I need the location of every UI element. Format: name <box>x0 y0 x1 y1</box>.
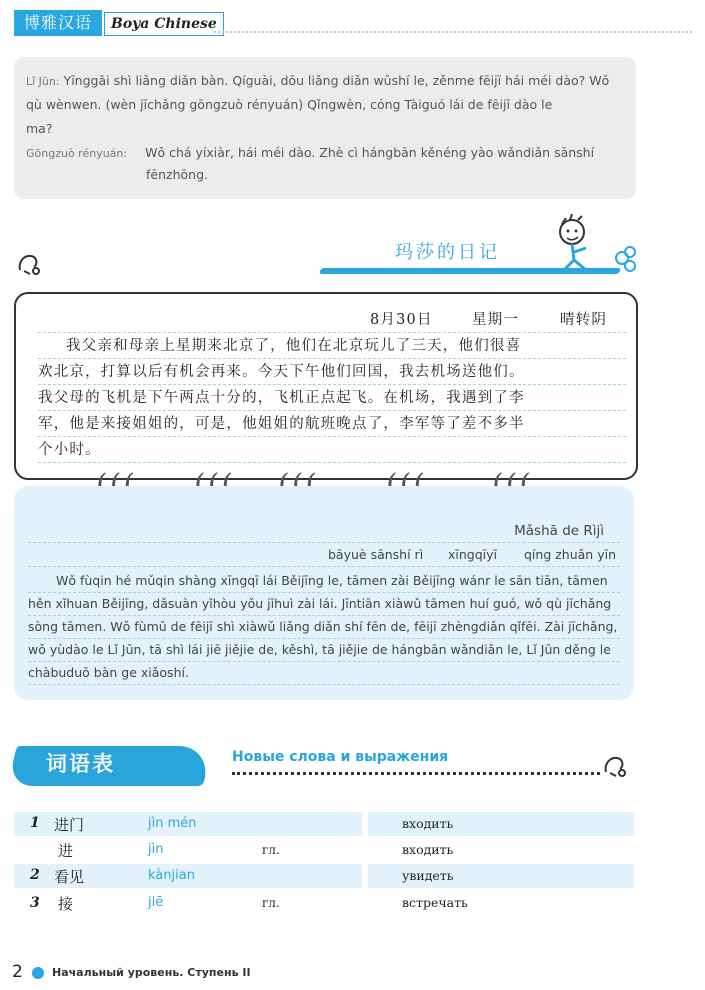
vocab-pinyin: jìn <box>148 842 164 857</box>
pinyin-line: hěn xǐhuan Běijīng, dǎsuàn yǐhòu yǒu jīhuì zài lái. Jīntiān xiàwǔ tāmen huí guó, wǒ qù jīchǎng <box>28 593 620 616</box>
vocab-translation: встречать <box>402 895 468 910</box>
pinyin-diary-box <box>14 486 634 700</box>
diary-weather: 晴转阴 <box>560 312 608 328</box>
vocab-hanzi: 接 <box>58 895 74 913</box>
vocab-translation: входить <box>402 842 454 857</box>
pinyin-line: chàbuduō bàn ge xiǎoshí. <box>28 662 620 685</box>
vocab-hanzi: 看见 <box>54 868 85 886</box>
handwritten-diary-box <box>14 292 638 480</box>
vocab-number: 3 <box>30 895 40 911</box>
listen-icon[interactable] <box>16 252 42 278</box>
vocab-pinyin: jìn mén <box>148 816 197 831</box>
vocab-hanzi: 进 <box>58 842 74 860</box>
diary-title: 玛莎的日记 <box>395 242 500 263</box>
vocab-hanzi: 进门 <box>54 816 85 834</box>
book-title-en: Boya Chinese <box>104 12 224 36</box>
dialogue-line-2: qù wènwen. (wèn jīchǎng gōngzuò rényuán) Qǐngwèn, cóng Tàiguó lái de fēijī dào le <box>26 97 553 112</box>
diary-line: 个小时。 <box>38 438 626 463</box>
dialogue-line-3: ma? <box>26 121 53 136</box>
footer-level-text: Начальный уровень. Ступень II <box>52 966 251 979</box>
vocab-number: 2 <box>30 867 40 883</box>
pinyin-title: Mǎshā de Rìjì <box>514 523 604 539</box>
pinyin-line: sòng tāmen. Wǒ fùmǔ de fēijī shì xiàwǔ liǎng diǎn shí fēn de, fēijī zhèngdiǎn qǐfēi. Zài jīchǎng, <box>28 616 620 639</box>
vocab-title-ru: Новые слова и выражения <box>232 749 449 765</box>
vocab-pinyin: kànjian <box>148 868 195 883</box>
header-divider <box>214 31 692 33</box>
dialogue-box <box>14 57 636 199</box>
vocab-number: 1 <box>30 815 40 831</box>
dialogue-line-4 <box>26 145 594 160</box>
diary-line: 我父母的飞机是下午两点十分的，飞机正点起飞。在机场，我遇到了李 <box>38 386 626 411</box>
pinyin-weather: qíng zhuǎn yīn <box>524 547 616 562</box>
listen-icon[interactable] <box>602 754 628 780</box>
vocab-title-cn: 词语表 <box>46 752 115 776</box>
diary-line: 我父亲和母亲上星期来北京了，他们在北京玩儿了三天，他们很喜 <box>38 334 626 359</box>
dialogue-text: Wǒ chá yíxiàr, hái méi dào. Zhè cì hángbān kěnéng yào wǎndiǎn sānshí <box>145 145 595 160</box>
vocab-translation: увидеть <box>402 868 454 883</box>
footer-bullet-icon <box>32 967 44 979</box>
vocab-divider <box>232 772 600 775</box>
pinyin-line: wǒ yùdào le Lǐ Jūn, tā shì lái jiē jiějie de, kěshì, tā jiějie de hángbān wǎndiǎn le, Lǐ Jūn děng le <box>28 639 620 662</box>
vocab-pos: гл. <box>262 896 280 910</box>
diary-date: 8月30日 <box>370 312 433 328</box>
page-number: 2 <box>12 962 23 982</box>
pinyin-title-line <box>28 520 620 543</box>
pinyin-weekday: xīngqīyī <box>448 547 498 562</box>
pinyin-date: bāyuè sānshí rì <box>328 547 424 562</box>
diary-line: 军，他是来接姐姐的，可是，他姐姐的航班晚点了，李军等了差不多半 <box>38 412 626 437</box>
vocab-translation: входить <box>402 816 454 831</box>
character-illustration-icon <box>552 214 638 278</box>
dialogue-line-5: fēnzhōng. <box>146 167 208 182</box>
dialogue-text: Yīnggāi shì liǎng diǎn bàn. Qíguài, dōu liǎng diǎn wǔshí le, zěnme fēijī hái méi dào? Wǒ <box>63 73 610 88</box>
diary-line: 欢北京，打算以后有机会再来。今天下午他们回国，我去机场送他们。 <box>38 360 626 385</box>
pinyin-date-line <box>28 544 620 567</box>
dialogue-line-1 <box>26 73 609 88</box>
pinyin-line: Wǒ fùqin hé mǔqin shàng xīngqī lái Běijīng le, tāmen zài Běijīng wánr le sān tiān, tāmen <box>28 570 620 593</box>
vocab-pinyin: jiē <box>148 895 164 910</box>
speaker-label: Gōngzuò rényuán: <box>26 147 128 160</box>
speaker-label: Lǐ Jūn: <box>26 75 60 88</box>
diary-weekday: 星期一 <box>472 312 520 328</box>
diary-header-line <box>38 308 626 333</box>
vocab-pos: гл. <box>262 843 280 857</box>
book-title-cn: 博雅汉语 <box>14 10 102 36</box>
